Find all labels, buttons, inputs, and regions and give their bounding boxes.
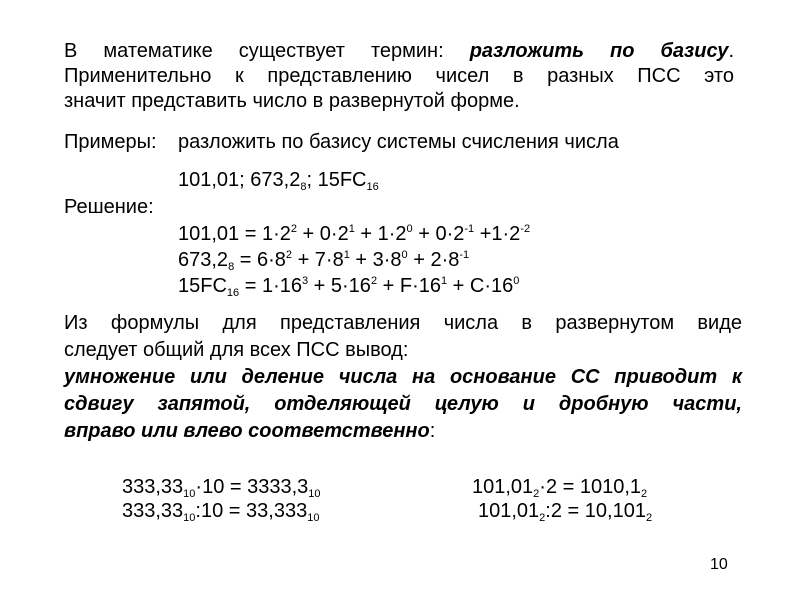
eq1-exp: 1: [348, 223, 355, 235]
eq1-exp: -1: [464, 223, 475, 235]
formula-base: 2: [641, 488, 648, 500]
conclusion-bold-2: сдвигу запятой, отделяющей целую и дробную части,: [64, 393, 742, 415]
formula-part: 333,33: [122, 500, 184, 522]
example-number-2: ; 15FC: [306, 169, 367, 191]
formula-binary-divide: [478, 499, 652, 524]
eq2-part: 673,2: [178, 249, 229, 271]
eq1-exp: -2: [520, 223, 531, 235]
formula-base: 10: [183, 488, 196, 500]
formula-base: 2: [539, 512, 546, 524]
intro-line-1-text: В математике существует термин:: [64, 40, 470, 62]
example-number-2-base: 16: [366, 181, 379, 193]
conclusion-line-1: Из формулы для представления числа в развернутом виде: [64, 312, 742, 334]
intro-paragraph: [64, 39, 734, 114]
formula-part: ·10 = 3333,3: [195, 476, 309, 498]
eq1-exp: 0: [406, 223, 413, 235]
conclusion-line-2: следует общий для всех ПСС вывод:: [64, 339, 409, 361]
intro-line-3: значит представить число в развернутой форме.: [64, 90, 520, 112]
formula-base: 10: [307, 512, 320, 524]
eq2-part: + 7·8: [292, 249, 344, 271]
intro-line-2: Применительно к представлению чисел в разных ПСС это: [64, 65, 734, 87]
formula-decimal-multiply: [122, 475, 321, 500]
formula-part: :10 = 33,333: [195, 500, 308, 522]
eq2-exp: 0: [401, 249, 408, 261]
eq2-part: = 6·8: [234, 249, 286, 271]
eq3-exp: 0: [513, 275, 520, 287]
intro-line-1-end: .: [728, 40, 734, 62]
eq3-exp: 2: [370, 275, 378, 287]
intro-line-1: [64, 39, 734, 64]
eq3-base: 16: [226, 287, 240, 299]
formula-part: :2 = 10,101: [545, 500, 646, 522]
eq3-part: + F·16: [377, 275, 441, 297]
eq1-part: 101,01 = 1·2: [178, 223, 291, 245]
formula-base: 2: [645, 512, 653, 524]
formula-base: 2: [533, 488, 540, 500]
conclusion-bold-1: умножение или деление числа на основание СС приводит к: [64, 366, 742, 388]
formula-decimal-divide: [122, 499, 319, 524]
eq3-part: + C·16: [447, 275, 514, 297]
formula-binary-multiply: [472, 475, 647, 500]
eq1-exp: 2: [290, 223, 297, 235]
formula-part: 101,01: [472, 476, 534, 498]
formula-part: 333,33: [122, 476, 184, 498]
eq1-part: + 1·2: [354, 223, 407, 245]
eq2-exp: 2: [285, 249, 293, 261]
conclusion-line-5: [64, 418, 742, 445]
examples-label: Примеры:: [64, 131, 157, 153]
eq3-part: + 5·16: [308, 275, 371, 297]
eq3-part: = 1·16: [239, 275, 302, 297]
solution-eq-2: [178, 248, 469, 273]
example-number-1-base: 8: [300, 181, 307, 193]
examples-numbers: [178, 168, 379, 193]
eq1-part: +1·2: [474, 223, 521, 245]
eq2-part: + 2·8: [407, 249, 460, 271]
eq3-exp: 1: [440, 275, 448, 287]
solution-label: Решение:: [64, 196, 154, 218]
intro-term: разложить по базису: [469, 40, 729, 62]
eq2-part: + 3·8: [349, 249, 402, 271]
examples-task: разложить по базису системы счисления числа: [178, 131, 619, 153]
example-number-1: 101,01; 673,2: [178, 169, 301, 191]
solution-eq-3: [178, 274, 519, 299]
eq3-part: 15FC: [178, 275, 227, 297]
eq3-exp: 3: [301, 275, 309, 287]
page-number: 10: [710, 556, 728, 573]
eq2-exp: -1: [459, 249, 470, 261]
eq1-part: + 0·2: [412, 223, 465, 245]
eq2-base: 8: [228, 261, 235, 273]
conclusion-colon: :: [429, 420, 436, 442]
formula-part: ·2 = 1010,1: [539, 476, 642, 498]
conclusion-paragraph: [64, 310, 742, 445]
eq1-part: + 0·2: [297, 223, 349, 245]
formula-part: 101,01: [478, 500, 540, 522]
formula-base: 10: [183, 512, 196, 524]
conclusion-bold-3: вправо или влево соответственно: [64, 420, 430, 442]
formula-base: 10: [308, 488, 321, 500]
eq2-exp: 1: [343, 249, 350, 261]
solution-eq-1: [178, 222, 530, 247]
